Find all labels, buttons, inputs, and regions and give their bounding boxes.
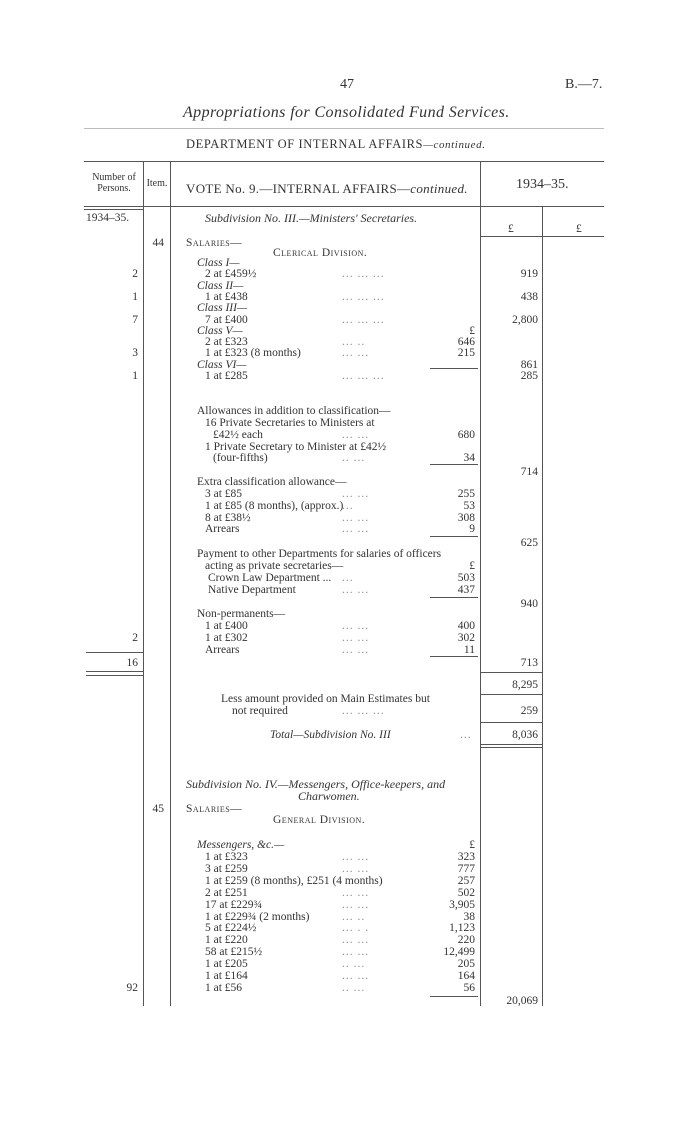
non-permanents-title: Non-permanents— xyxy=(197,608,286,620)
sub-amount: 400 xyxy=(457,620,475,632)
class-v-subtotal-rule xyxy=(430,368,478,369)
row-label: £42½ each xyxy=(213,428,263,441)
header-divider xyxy=(84,128,604,129)
class-heading: Class VI— xyxy=(197,358,247,371)
row-label: 17 at £229¾ xyxy=(205,898,263,911)
leader-dots: ... .. xyxy=(342,910,366,923)
row-label: 5 at £224½ xyxy=(205,922,257,935)
payment-title: Payment to other Departments for salaries of officers xyxy=(197,548,442,560)
less-amount-dots: ... ... ... xyxy=(342,705,385,717)
sub-amount: 1,123 xyxy=(449,922,475,935)
sub-amount: 11 xyxy=(463,643,475,656)
allowances-title: Allowances in addition to classification— xyxy=(197,405,391,417)
payment-pound-sign: £ xyxy=(469,560,475,572)
sub-amount: 255 xyxy=(457,488,475,500)
row-label: 1 at £205 xyxy=(205,958,248,971)
gross-total-rule-bottom xyxy=(480,694,542,695)
row-label: 1 at £229¾ (2 months) xyxy=(205,910,310,923)
sub-amount: 205 xyxy=(457,958,475,971)
row-label: (four-fifths) xyxy=(213,452,268,465)
net-total-rule-bottom xyxy=(480,744,542,745)
less-amount-line1: Less amount provided on Main Estimates but xyxy=(221,693,430,705)
net-total-rule-double xyxy=(480,747,542,748)
leader-dots: ... ... xyxy=(342,898,370,911)
header-bottom-rule xyxy=(84,206,604,207)
leader-dots: ... ... xyxy=(342,946,370,959)
department-name: DEPARTMENT OF INTERNAL AFFAIRS xyxy=(186,137,424,151)
sub-amount: 34 xyxy=(463,452,475,465)
subdivision-iv-heading: Subdivision No. IV.—Messengers, Office-keepers, and xyxy=(186,777,446,791)
pound-sign-col2: £ xyxy=(576,223,582,235)
payment-title-continued: acting as private secretaries— xyxy=(205,560,344,572)
allowances-subtotal-rule xyxy=(430,464,478,465)
sub-amount: 437 xyxy=(457,583,475,596)
table-top-rule xyxy=(84,161,604,162)
leader-dots: ... ... xyxy=(342,583,370,596)
allowances-total: 714 xyxy=(520,466,538,478)
row-label: 16 Private Secretaries to Ministers at xyxy=(205,417,375,429)
vote-title: VOTE No. 9.—INTERNAL AFFAIRS— xyxy=(186,181,411,196)
leader-dots: ... ... xyxy=(342,511,370,524)
sub-amount: 3,905 xyxy=(449,898,475,911)
less-amount-line2: not required xyxy=(232,705,288,717)
row-label: 3 at £85 xyxy=(205,488,243,500)
row-total: 285 xyxy=(520,370,538,382)
persons-total-rule-top xyxy=(86,652,143,653)
persons-total-rule-double xyxy=(86,675,143,676)
persons-count: 3 xyxy=(132,347,138,360)
persons-total-rule-bottom xyxy=(86,671,143,672)
leader-dots: .. ... xyxy=(342,452,366,465)
salaries-label-iv: Salaries— xyxy=(186,803,243,815)
persons-count: 1 xyxy=(132,290,138,303)
row-label: 3 at £259 xyxy=(205,862,248,875)
sub-amount: 56 xyxy=(463,981,475,994)
row-label: Native Department xyxy=(208,583,296,596)
subdivision-iv-heading-continued: Charwomen. xyxy=(298,789,360,803)
net-total-rule-top xyxy=(480,722,542,723)
class-heading: Class III— xyxy=(197,302,248,315)
row-label: 1 Private Secretary to Minister at £42½ xyxy=(205,440,387,453)
sub-amount: 308 xyxy=(457,511,475,524)
row-label: Arrears xyxy=(205,643,240,656)
extra-subtotal-rule xyxy=(430,536,478,537)
description-column-rule xyxy=(480,161,481,1006)
row-label: 1 at £302 xyxy=(205,631,248,644)
persons-total: 16 xyxy=(126,657,138,669)
document-reference: B.—7. xyxy=(565,77,603,92)
class-heading: Class I— xyxy=(197,257,240,269)
sub-amount: 680 xyxy=(457,428,475,441)
persons-count: 7 xyxy=(132,313,138,326)
vote-header xyxy=(186,181,468,197)
amount-column-rule xyxy=(542,206,543,1006)
sub-amount: 164 xyxy=(457,970,475,982)
leader-dots: ... ... xyxy=(342,970,370,982)
row-label: 2 at £459½ xyxy=(205,268,257,281)
leader-dots: ... ... xyxy=(342,631,370,644)
persons-count: 1 xyxy=(132,370,138,382)
persons-count: 2 xyxy=(132,631,138,644)
leader-dots: ... ... xyxy=(342,523,370,536)
row-label: Crown Law Department ... xyxy=(208,572,332,584)
sub-amount: 9 xyxy=(469,523,475,536)
pound-sign-col1: £ xyxy=(508,223,514,235)
leader-dots: .. ... xyxy=(342,958,366,971)
row-label: 2 at £323 xyxy=(205,336,248,349)
row-label: 1 at £85 (8 months), (approx.) xyxy=(205,499,344,512)
extra-allowance-total: 625 xyxy=(520,537,538,549)
class-heading: Class V— xyxy=(197,324,243,337)
sub-amount: 777 xyxy=(457,862,475,875)
sub-amount: 220 xyxy=(457,934,475,947)
sub-amount: 257 xyxy=(457,874,475,887)
persons-count: 92 xyxy=(126,981,138,994)
year-header: 1934–35. xyxy=(516,177,569,192)
leader-dots: ... ... ... xyxy=(342,370,385,382)
persons-column-rule xyxy=(143,161,144,1006)
payment-subtotal-rule xyxy=(430,597,478,598)
leader-dots: ... . . xyxy=(342,922,370,935)
payment-total: 940 xyxy=(520,598,538,610)
extra-allowance-title: Extra classification allowance— xyxy=(197,476,347,488)
sub-amount: 53 xyxy=(463,499,475,512)
leader-dots: ... .. xyxy=(342,336,366,349)
page-number: 47 xyxy=(340,77,354,92)
row-label: 1 at £164 xyxy=(205,970,248,982)
leader-dots: ... ... xyxy=(342,620,370,632)
leader-dots: ... ... xyxy=(342,488,370,500)
sub-amount: 38 xyxy=(463,910,475,923)
row-total: 438 xyxy=(520,290,538,303)
leader-dots: ... ... xyxy=(342,643,370,656)
sub-amount: 215 xyxy=(457,347,475,360)
sub-amount: 12,499 xyxy=(443,946,475,959)
less-amount: 259 xyxy=(520,705,538,717)
messengers-group-label: Messengers, &c.— xyxy=(197,839,285,851)
leader-dots: ... ... xyxy=(342,934,370,947)
leader-dots: ... ... ... xyxy=(342,290,385,303)
messengers-subtotal-rule xyxy=(430,996,478,997)
messengers-total: 20,069 xyxy=(506,995,538,1007)
sub-amount: £ xyxy=(469,324,475,337)
page-title: Appropriations for Consolidated Fund Services. xyxy=(183,104,510,121)
total-subdivision-iii-label: Total—Subdivision No. III xyxy=(270,729,391,741)
department-continued: —continued. xyxy=(423,139,486,151)
leader-dots: ... ... xyxy=(342,851,370,863)
item-number-44: 44 xyxy=(152,237,164,249)
subdivision-iii-heading: Subdivision No. III.—Ministers' Secretaries. xyxy=(205,211,418,225)
total-subdivision-iii: 8,036 xyxy=(512,729,538,741)
row-label: 2 at £251 xyxy=(205,886,248,899)
leader-dots: ... ... ... xyxy=(342,268,385,281)
sub-amount: 323 xyxy=(457,851,475,863)
item-header: Item. xyxy=(146,178,168,189)
leader-dots: .. ... xyxy=(342,981,366,994)
row-label: 1 at £259 (8 months), £251 (4 months) xyxy=(205,874,383,887)
leader-dots: ... ... ... xyxy=(342,313,385,326)
row-label: 1 at £323 (8 months) xyxy=(205,347,301,360)
general-division-label: General Division. xyxy=(273,814,366,826)
department-heading xyxy=(186,137,486,152)
item-number-45: 45 xyxy=(152,803,164,815)
sub-amount: 502 xyxy=(457,886,475,899)
vote-continued: continued. xyxy=(410,181,468,196)
leader-dots: ... ... xyxy=(342,347,370,360)
row-label: 1 at £56 xyxy=(205,981,243,994)
leader-dots: ... ... xyxy=(342,428,370,441)
leader-dots: ... ... xyxy=(342,862,370,875)
salaries-label: Salaries— xyxy=(186,237,243,249)
row-total: 919 xyxy=(520,268,538,281)
row-label: 7 at £400 xyxy=(205,313,248,326)
row-total: 2,800 xyxy=(512,313,538,326)
messengers-pound-sign: £ xyxy=(469,839,475,851)
row-label: 1 at £285 xyxy=(205,370,248,382)
leader-dots: ... xyxy=(342,499,354,512)
total-dots: ... xyxy=(460,729,472,741)
row-label: 1 at £400 xyxy=(205,620,248,632)
row-total: 861 xyxy=(520,358,538,371)
gross-total-rule xyxy=(480,672,542,673)
number-of-persons-header: Number of Persons. xyxy=(92,172,136,194)
sub-amount: 302 xyxy=(457,631,475,644)
row-label: 1 at £323 xyxy=(205,851,248,863)
year-left-label: 1934–35. xyxy=(86,212,130,224)
row-label: 1 at £220 xyxy=(205,934,248,947)
persons-double-rule xyxy=(84,209,144,210)
class-heading: Class II— xyxy=(197,279,244,292)
leader-dots: ... ... xyxy=(342,886,370,899)
item-column-rule xyxy=(170,161,171,1006)
gross-total: 8,295 xyxy=(512,679,538,691)
row-label: 1 at £438 xyxy=(205,290,248,303)
row-label: 8 at £38½ xyxy=(205,511,251,524)
non-permanents-subtotal-rule xyxy=(430,656,478,657)
sub-amount: 503 xyxy=(457,572,475,584)
row-label: 58 at £215½ xyxy=(205,946,263,959)
division-label: Clerical Division. xyxy=(273,247,368,259)
row-label: Arrears xyxy=(205,523,240,536)
sub-amount: 646 xyxy=(457,336,475,349)
leader-dots: ... xyxy=(342,572,354,584)
non-permanents-total: 713 xyxy=(520,657,538,669)
persons-count: 2 xyxy=(132,268,138,281)
